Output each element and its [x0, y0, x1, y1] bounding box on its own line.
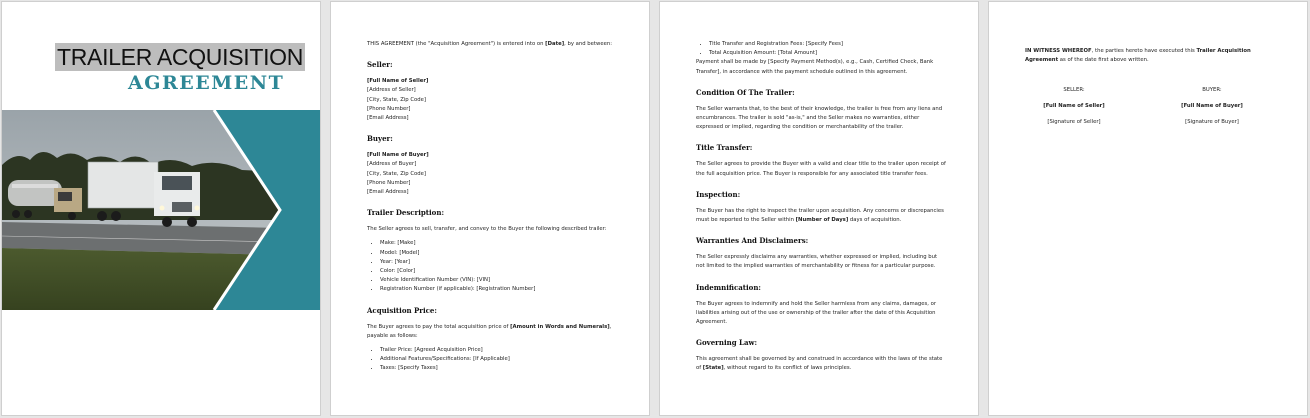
- cover-page: [1, 1, 321, 416]
- buyer-name: [Full Name of Buyer]: [1181, 103, 1243, 109]
- buyer-signature-block: [1167, 86, 1257, 134]
- list-item: • Additional Features/Specifications: [If Applicable]: [380, 355, 617, 364]
- seller-line: [City, State, Zip Code]: [367, 96, 426, 103]
- buyer-line: [Address of Buyer]: [367, 161, 417, 168]
- buyer-label: BUYER:: [1202, 87, 1222, 93]
- list-item: • Vehicle Identification Number (VIN): [VIN]: [380, 276, 617, 285]
- condition-heading: Condition Of The Trailer:: [696, 87, 795, 97]
- witness-paragraph: IN WITNESS WHEREOF, the parties hereto have executed this Trailer Acquisition Agreement as of the date first above written.: [1025, 48, 1251, 64]
- list-item: • Color: [Color]: [380, 267, 617, 276]
- warranties-text: The Seller expressly disclaims any warranties, whether expressed or implied, including but not limited to the implied warranties of merchantability or fitness for a particular purpose.: [696, 254, 938, 270]
- cover-subtitle: AGREEMENT: [128, 72, 285, 94]
- payment-text: Payment shall be made by [Specify Payment Method(s), e.g., Cash, Certified Check, Bank Transfer], in accordance with the payment schedule outlined in this agreement.: [696, 59, 934, 75]
- list-item: • Registration Number (if applicable): [Registration Number]: [380, 285, 617, 294]
- cover-title: TRAILER ACQUISITION: [57, 44, 304, 70]
- list-item: • Trailer Price: [Agreed Acquisition Price]: [380, 346, 617, 355]
- page-2: [330, 1, 650, 416]
- price-list-continued: [696, 40, 946, 58]
- list-item: • Model: [Model]: [380, 249, 617, 258]
- buyer-line: [Phone Number]: [367, 179, 411, 186]
- seller-name: [Full Name of Seller]: [1043, 103, 1105, 109]
- governing-law-heading: Governing Law:: [696, 338, 758, 348]
- buyer-name: [Full Name of Buyer]: [367, 152, 429, 159]
- indemnification-heading: Indemnification:: [696, 282, 761, 292]
- page-4: [988, 1, 1308, 416]
- list-item: • Make: [Make]: [380, 239, 617, 248]
- list-item: • Title Transfer and Registration Fees: [Specify Fees]: [709, 40, 946, 49]
- inspection-text: The Buyer has the right to inspect the trailer upon acquisition. Any concerns or discrepancies must be reported to the Seller within [Number of Days] days of acquisition.: [696, 207, 944, 224]
- seller-signature: [Signature of Seller]: [1047, 119, 1101, 125]
- description-list: [367, 239, 617, 294]
- indemnification-text: The Buyer agrees to indemnify and hold the Seller harmless from any claims, damages, or liabilities arising out of the use or ownership of the trailer after the date of this Acquisition Agreement.: [696, 300, 937, 326]
- title-transfer-text: The Seller agrees to provide the Buyer with a valid and clear title to the trailer upon receipt of the full acquisition price. The Buyer is responsible for any associated title transfer fees.: [696, 161, 946, 177]
- seller-signature-block: [1029, 86, 1119, 134]
- seller-line: [Phone Number]: [367, 105, 411, 112]
- seller-name: [Full Name of Seller]: [367, 78, 429, 85]
- intro-paragraph: THIS AGREEMENT (the "Acquisition Agreement") is entered into on [Date], by and between:: [367, 41, 612, 47]
- buyer-heading: Buyer:: [367, 134, 393, 144]
- seller-label: SELLER:: [1063, 87, 1085, 93]
- condition-text: The Seller warrants that, to the best of their knowledge, the trailer is free from any liens and encumbrances. The trailer is sold "as-is," and the Seller makes no warranties, either expressed or implied, regarding the condition or merchantability of the trailer.: [696, 105, 943, 131]
- warranties-heading: Warranties And Disclaimers:: [696, 236, 809, 246]
- list-item: • Year: [Year]: [380, 258, 617, 267]
- list-item: • Total Acquisition Amount: [Total Amount]: [709, 49, 946, 58]
- price-text: The Buyer agrees to pay the total acquisition price of [Amount in Words and Numerals], payable as follows:: [367, 323, 612, 339]
- description-text: The Seller agrees to sell, transfer, and convey to the Buyer the following described trailer:: [367, 226, 607, 233]
- governing-law-text: This agreement shall be governed by and construed in accordance with the laws of the state of [State], without regard to its conflict of laws principles.: [696, 356, 943, 372]
- list-item: • Taxes: [Specify Taxes]: [380, 364, 617, 373]
- page-3: [659, 1, 979, 416]
- buyer-line: [Email Address]: [367, 189, 409, 196]
- seller-heading: Seller:: [367, 60, 393, 70]
- price-list: [367, 346, 617, 374]
- buyer-line: [City, State, Zip Code]: [367, 170, 426, 177]
- inspection-heading: Inspection:: [696, 189, 741, 199]
- title-transfer-heading: Title Transfer:: [696, 143, 753, 153]
- seller-line: [Address of Seller]: [367, 87, 416, 94]
- buyer-signature: [Signature of Buyer]: [1185, 119, 1239, 125]
- seller-line: [Email Address]: [367, 115, 409, 122]
- cover-truck-photo: [2, 110, 321, 310]
- description-heading: Trailer Description:: [367, 208, 445, 218]
- price-heading: Acquisition Price:: [367, 305, 437, 315]
